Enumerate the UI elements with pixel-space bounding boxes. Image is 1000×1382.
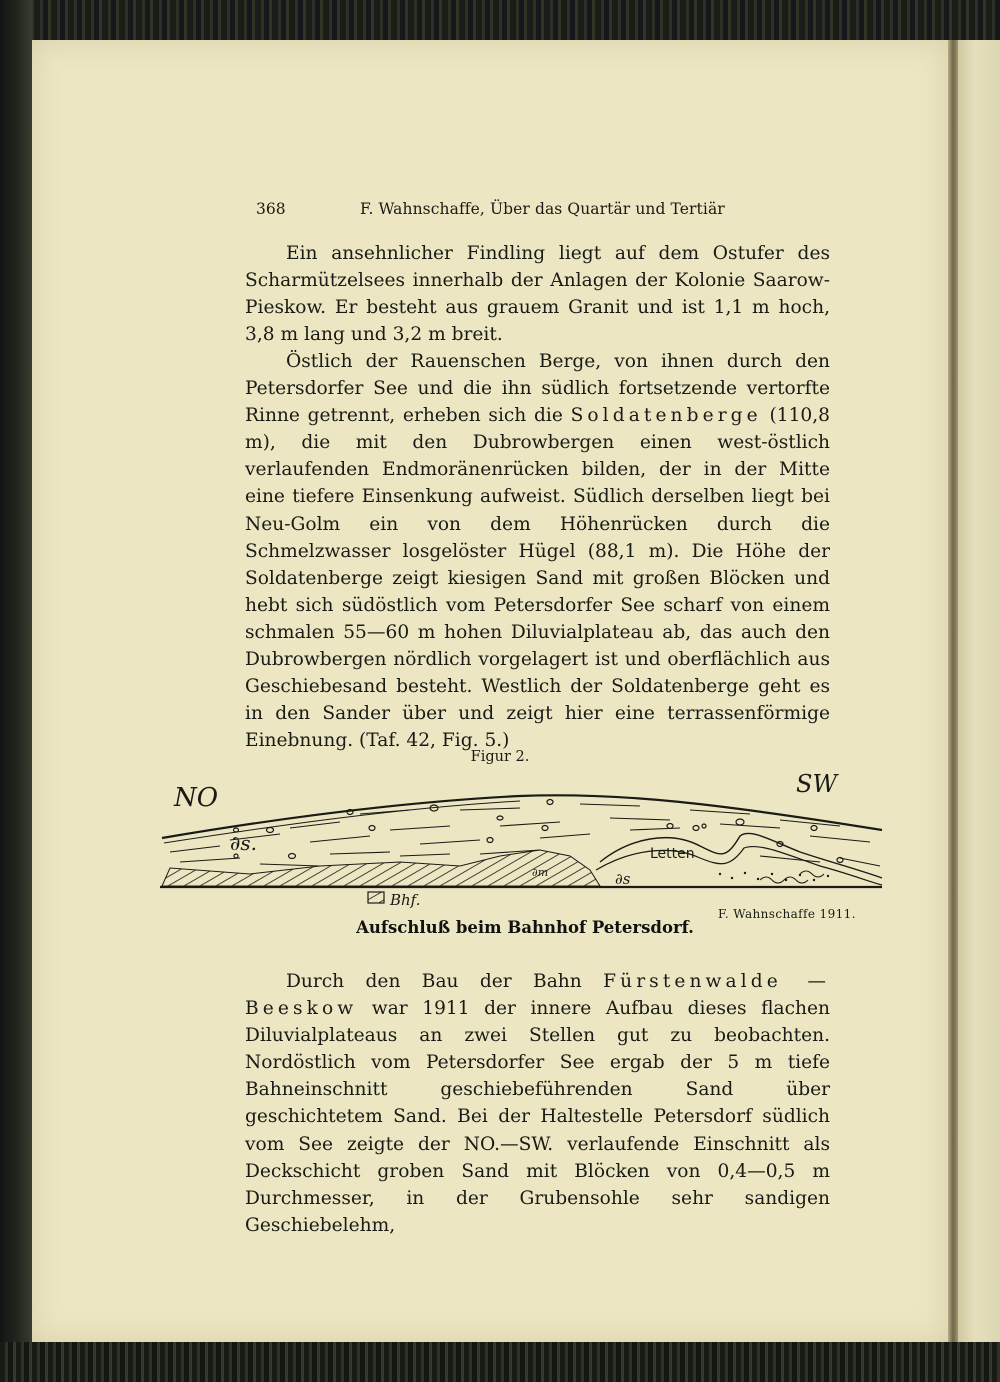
layer-label-dm: ∂m bbox=[532, 866, 549, 879]
book-binding-left bbox=[0, 0, 32, 1382]
page-gutter bbox=[948, 40, 958, 1342]
legend-hatch-swatch bbox=[368, 892, 384, 903]
paragraph-text: war 1911 der innere Aufbau dieses flachen Diluvialplateaus an zwei Stellen gut zu beobachten. Nordöstlich vom Petersdorfer See ergab der 5 m tiefe Bahneinschnitt geschiebeführenden Sand über geschichtetem Sand. Bei der Haltestelle Petersdorf südlich vom See zeigte der NO.—SW. verlaufende Einschnitt als Deckschicht groben Sand mit Blöcken von 0,4—0,5 m Durchmesser, in der Grubensohle sehr sandigen Geschiebelehm, bbox=[245, 998, 830, 1236]
paragraph-findling: Ein ansehnlicher Findling liegt auf dem Ostufer des Scharmützelsees innerhalb der Anlagen der Kolonie Saarow-Pieskow. Er besteht aus grauem Granit und ist 1,1 m hoch, 3,8 m lang und 3,2 m breit. bbox=[245, 243, 830, 346]
letten-layer-lower bbox=[596, 847, 882, 885]
direction-label-sw: SW bbox=[796, 770, 838, 798]
layer-label-ds: ∂s. bbox=[230, 831, 257, 855]
paragraph-bahn bbox=[245, 968, 830, 1239]
book-binding-top bbox=[0, 0, 1000, 40]
figure-label: Figur 2. bbox=[470, 749, 530, 765]
layer-label-letten: Letten bbox=[650, 846, 695, 862]
spaced-place-name: Soldatenberge bbox=[570, 405, 762, 427]
layer-label-ds-lower: ∂s bbox=[615, 870, 631, 888]
ground-surface-line bbox=[162, 795, 882, 838]
paragraph-text: Durch den Bau der Bahn bbox=[286, 971, 604, 992]
paragraph-text: (110,8 m), die mit den Dubrowbergen einen west-östlich verlaufenden Endmoränenrücken bilden, der in der Mitte eine tiefere Einsenkung aufweist. Südlich derselben liegt bei Neu-Golm ein von dem Höhenrücken durch die Schmelzwasser losgelöster Hügel (88,1 m). Die Höhe der Soldatenberge zeigt kiesigen Sand mit großen Blöcken und hebt sich südöstlich vom Petersdorfer See scharf von einem schmalen 55—60 m hohen Diluvialplateau ab, das auch den Dubrowbergen nördlich vorgelagert ist und oberflächlich aus Geschiebesand besteht. Westlich der Soldatenberge geht es in den Sander über und zeigt hier eine terrassenförmige Einebnung. (Taf. 42, Fig. 5.) bbox=[245, 405, 830, 752]
figure-credit: F. Wahnschaffe 1911. bbox=[718, 907, 856, 921]
spaced-rail-name: Fürstenwalde — Beeskow bbox=[245, 971, 831, 1020]
paragraph-text: Östlich der Rauenschen Berge, von ihnen durch den Petersdorfer See und die ihn südlich fortsetzende vertorfte Rinne getrennt, erheben sich die bbox=[245, 351, 830, 427]
legend-label-bhf: Bhf. bbox=[390, 891, 421, 909]
running-header bbox=[256, 200, 816, 224]
paragraph-soldatenberge bbox=[245, 348, 830, 754]
geological-section-figure bbox=[160, 770, 890, 920]
page-number: 368 bbox=[256, 200, 286, 218]
direction-label-no: NO bbox=[174, 783, 219, 813]
dotted-sand-patch bbox=[719, 872, 829, 881]
running-title: F. Wahnschaffe, Über das Quartär und Tertiär bbox=[360, 200, 725, 218]
squiggle-lines bbox=[760, 871, 824, 883]
book-binding-bottom bbox=[0, 1342, 1000, 1382]
figure-caption: Aufschluß beim Bahnhof Petersdorf. bbox=[356, 918, 694, 937]
facing-page-edge bbox=[958, 40, 1000, 1342]
